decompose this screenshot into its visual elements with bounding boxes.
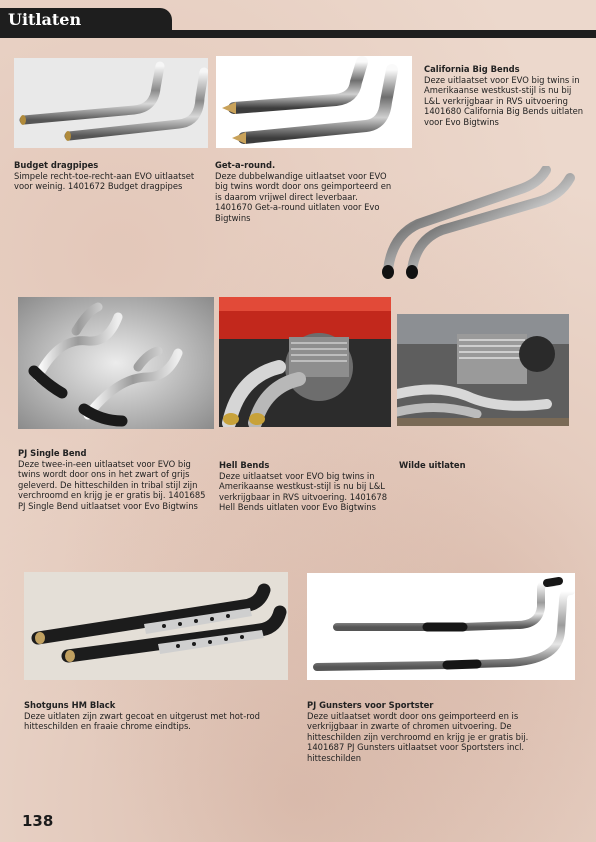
product-description: Simpele recht-toe-recht-aan EVO uitlaatset voor weinig. 1401672 Budget dragpipes — [14, 170, 195, 192]
product-hell-bends — [219, 460, 391, 513]
product-title: Hell Bends — [219, 460, 270, 470]
product-description: Deze uitlaatset wordt door ons geimporteerd en is verkrijgbaar in zwarte of chromen uitvoering. De hitteschilden zijn verchroomd en krijg je er gratis bij. 1401687 PJ Gunsters uitlaatset voor Sportsters incl. hitteschilden — [307, 710, 529, 763]
photo-pj-gunsters — [307, 573, 575, 680]
photo-hell-bends — [219, 297, 391, 427]
product-title: PJ Single Bend — [18, 448, 87, 458]
product-california-big-bends — [424, 64, 584, 128]
product-description: Deze uitlaatset voor EVO big twins in Amerikaanse westkust-stijl is nu bij L&L verkrijgbaar in RVS uitvoering. 1401678 Hell Bends uitlaten voor Evo Bigtwins — [219, 470, 388, 513]
product-title: Shotguns HM Black — [24, 700, 116, 710]
product-title: Get-a-round. — [215, 160, 276, 170]
product-wilde-uitlaten — [399, 460, 569, 471]
product-description: Deze twee-in-een uitlaatset voor EVO big twins wordt door ons in het zwart of grijs geleverd. De hitteschilden in tribal stijl zijn verchroomd en krijg je er gratis bij. 1401685 PJ Single Bend uitlaatset voor Evo Bigtwins — [18, 458, 206, 511]
product-pj-single-bend — [18, 448, 208, 512]
product-pj-gunsters — [307, 700, 563, 764]
photo-california-big-bends — [378, 166, 578, 284]
product-description: Deze uitlaten zijn zwart gecoat en uitgerust met hot-rod hitteschilden en fraaie chrome eindtips. — [24, 710, 260, 732]
photo-shotguns-hm-black — [24, 572, 288, 680]
page-header — [0, 0, 596, 30]
photo-budget-dragpipes — [14, 58, 208, 148]
photo-get-a-round — [216, 56, 412, 148]
header-rule — [0, 30, 596, 38]
product-title: PJ Gunsters voor Sportster — [307, 700, 434, 710]
product-get-a-round — [215, 160, 395, 224]
product-description: Deze dubbelwandige uitlaatset voor EVO big twins wordt door ons geimporteerd en is daarom vrijwel direct leverbaar. 1401670 Get-a-round uitlaten voor Evo Bigtwins — [215, 170, 392, 223]
product-shotguns-hm-black — [24, 700, 280, 732]
product-budget-dragpipes — [14, 160, 204, 192]
product-title: California Big Bends — [424, 64, 520, 74]
page-title: Uitlaten — [8, 10, 82, 29]
page-number: 138 — [22, 812, 54, 830]
photo-pj-single-bend — [18, 297, 214, 429]
product-description: Deze uitlaatset voor EVO big twins in Amerikaanse westkust-stijl is nu bij L&L verkrijgbaar in RVS uitvoering 1401680 California Big Bends uitlaten voor Evo Bigtwins — [424, 74, 584, 127]
product-title: Wilde uitlaten — [399, 460, 466, 470]
product-title: Budget dragpipes — [14, 160, 99, 170]
photo-wilde-uitlaten — [397, 314, 569, 426]
